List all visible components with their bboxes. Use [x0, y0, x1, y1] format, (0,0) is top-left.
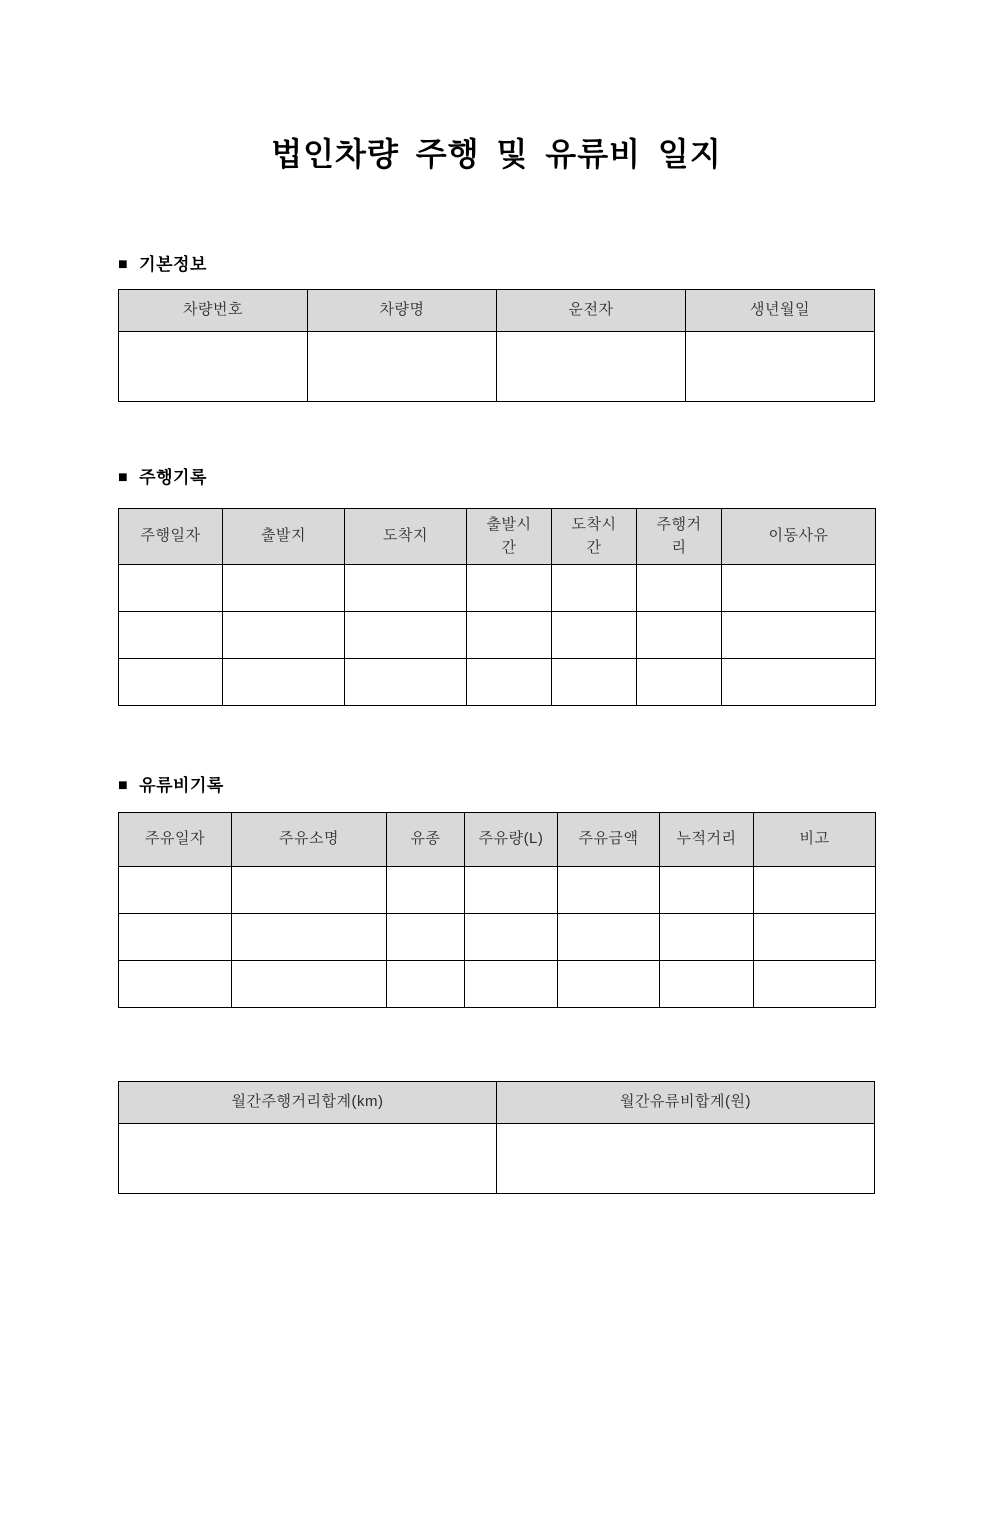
empty-cell: [660, 866, 754, 913]
col-header-monthly-distance-total: 월간주행거리합계(km): [119, 1081, 497, 1123]
empty-cell: [119, 611, 223, 658]
empty-cell: [465, 866, 558, 913]
empty-cell: [467, 564, 552, 611]
empty-cell: [119, 866, 232, 913]
empty-cell: [558, 913, 660, 960]
table-row: [119, 331, 875, 401]
square-bullet-icon: ■: [118, 255, 129, 273]
col-header-remarks: 비고: [754, 812, 876, 866]
empty-cell: [660, 960, 754, 1007]
table-header-row: [119, 508, 876, 564]
empty-cell: [387, 866, 465, 913]
table-row: [119, 960, 876, 1007]
empty-cell: [387, 960, 465, 1007]
empty-cell: [754, 960, 876, 1007]
monthly-summary-table: [118, 1081, 875, 1194]
basic-info-table: [118, 289, 875, 402]
empty-cell: [119, 658, 223, 705]
col-header-monthly-fuel-total: 월간유류비합계(원): [497, 1081, 875, 1123]
col-header-birth-date: 생년월일: [686, 289, 875, 331]
square-bullet-icon: ■: [118, 468, 129, 486]
empty-cell: [552, 611, 637, 658]
empty-cell: [223, 658, 345, 705]
empty-cell: [467, 658, 552, 705]
empty-cell: [754, 913, 876, 960]
empty-cell: [232, 913, 387, 960]
section-heading-label: 주행기록: [139, 467, 207, 487]
empty-cell: [558, 960, 660, 1007]
col-header-arrival-place: 도착지: [345, 508, 467, 564]
empty-cell: [119, 913, 232, 960]
empty-cell: [345, 611, 467, 658]
col-header-departure-place: 출발지: [223, 508, 345, 564]
section-heading-label: 유류비기록: [139, 775, 224, 795]
fuel-record-table: [118, 812, 876, 1008]
empty-cell: [308, 331, 497, 401]
col-header-driver: 운전자: [497, 289, 686, 331]
empty-cell: [754, 866, 876, 913]
table-header-row: [119, 289, 875, 331]
empty-cell: [119, 564, 223, 611]
empty-cell: [558, 866, 660, 913]
empty-cell: [552, 564, 637, 611]
empty-cell: [465, 960, 558, 1007]
section-heading-driving-record: [118, 467, 875, 489]
empty-cell: [722, 564, 876, 611]
driving-record-table: [118, 508, 876, 706]
empty-cell: [345, 658, 467, 705]
empty-cell: [223, 564, 345, 611]
table-row: [119, 658, 876, 705]
empty-cell: [119, 331, 308, 401]
col-header-fuel-cost: 주유금액: [558, 812, 660, 866]
col-header-station-name: 주유소명: [232, 812, 387, 866]
square-bullet-icon: ■: [118, 776, 129, 794]
empty-cell: [637, 564, 722, 611]
section-heading-basic-info: [118, 254, 875, 276]
empty-cell: [722, 611, 876, 658]
empty-cell: [345, 564, 467, 611]
col-header-departure-time: 출발시간: [467, 508, 552, 564]
empty-cell: [467, 611, 552, 658]
col-header-drive-distance: 주행거리: [637, 508, 722, 564]
col-header-cumulative-distance: 누적거리: [660, 812, 754, 866]
empty-cell: [722, 658, 876, 705]
empty-cell: [232, 960, 387, 1007]
empty-cell: [497, 331, 686, 401]
empty-cell: [119, 960, 232, 1007]
empty-cell: [232, 866, 387, 913]
col-header-fuel-amount: 주유량(L): [465, 812, 558, 866]
table-row: [119, 611, 876, 658]
col-header-drive-date: 주행일자: [119, 508, 223, 564]
empty-cell: [465, 913, 558, 960]
empty-cell: [552, 658, 637, 705]
empty-cell: [637, 611, 722, 658]
empty-cell: [387, 913, 465, 960]
table-row: [119, 1123, 875, 1193]
table-row: [119, 564, 876, 611]
empty-cell: [686, 331, 875, 401]
document-page: [118, 134, 875, 1194]
col-header-fuel-type: 유종: [387, 812, 465, 866]
empty-cell: [223, 611, 345, 658]
empty-cell: [119, 1123, 497, 1193]
col-header-vehicle-number: 차량번호: [119, 289, 308, 331]
section-heading-fuel-record: [118, 775, 875, 797]
col-header-vehicle-name: 차량명: [308, 289, 497, 331]
empty-cell: [637, 658, 722, 705]
empty-cell: [660, 913, 754, 960]
empty-cell: [497, 1123, 875, 1193]
table-row: [119, 866, 876, 913]
table-header-row: [119, 1081, 875, 1123]
table-header-row: [119, 812, 876, 866]
col-header-fuel-date: 주유일자: [119, 812, 232, 866]
document-title: 법인차량 주행 및 유류비 일지: [271, 136, 722, 172]
table-row: [119, 913, 876, 960]
col-header-arrival-time: 도착시간: [552, 508, 637, 564]
section-heading-label: 기본정보: [139, 254, 207, 274]
col-header-travel-reason: 이동사유: [722, 508, 876, 564]
